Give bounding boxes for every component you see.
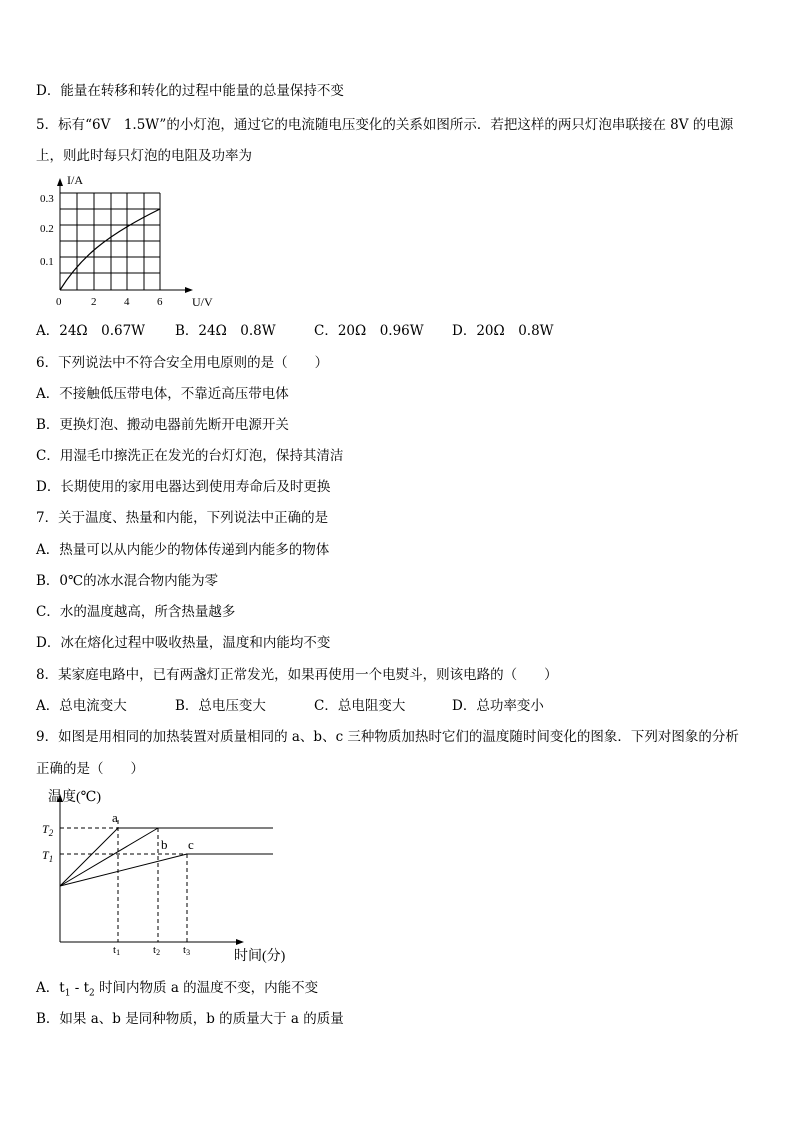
q9-stem-line2: 正确的是（ ）: [36, 761, 144, 777]
q9-option-a: A．$t_1 - t_2$ 时间内物质 a 的温度不变，内能不变: [36, 980, 319, 999]
q5-x-tick-6: 6: [157, 296, 163, 308]
q5-stem-line2: 上，则此时每只灯泡的电阻及功率为: [36, 148, 252, 164]
q5-y-arrow: [57, 178, 63, 186]
q7-option-c: C．水的温度越高，所含热量越多: [36, 604, 236, 620]
q8-option-c: C．总电阻变大: [314, 698, 406, 714]
q5-x-tick-0: 0: [56, 296, 62, 308]
q9-option-b: B．如果 a、b 是同种物质，b 的质量大于 a 的质量: [36, 1011, 344, 1027]
q9-t3-label: t3: [183, 944, 191, 957]
q6-option-b: B．更换灯泡、搬动电器前先断开电源开关: [36, 417, 289, 433]
q9-T2-label: $T_2$: [42, 822, 54, 838]
q5-iv-graph: [30, 168, 230, 318]
q9-t1-label: t1: [113, 944, 121, 957]
q5-option-c: C．20Ω 0.96W: [314, 323, 424, 339]
q5-option-d: D．20Ω 0.8W: [452, 323, 554, 339]
q5-option-a: A．24Ω 0.67W: [36, 323, 146, 339]
q9-line-c: [60, 854, 187, 886]
q9-t2-label: t2: [153, 944, 161, 957]
q8-option-b: B．总电压变大: [175, 698, 266, 714]
q5-x-tick-2: 2: [91, 296, 97, 308]
q8-option-d: D．总功率变小: [452, 698, 544, 714]
q5-option-b: B．24Ω 0.8W: [175, 323, 276, 339]
q5-y-label: I/A: [67, 173, 83, 187]
q9-x-arrow: [236, 939, 244, 945]
q8-option-a: A．总电流变大: [36, 698, 127, 714]
q9-y-label: 温度(℃): [48, 790, 101, 805]
q5-x-label: U/V: [192, 295, 213, 309]
q5-x-tick-4: 4: [124, 296, 130, 308]
q9-T1-label: $T_1$: [42, 848, 54, 864]
q5-y-tick-0.3: 0.3: [40, 193, 54, 205]
q9-label-b: b: [161, 837, 168, 852]
q9-label-a: a: [112, 810, 118, 825]
q7-option-b: B．0℃的冰水混合物内能为零: [36, 573, 219, 589]
q9-temperature-graph: [30, 780, 310, 972]
q5-y-tick-0.2: 0.2: [40, 223, 54, 235]
q9-x-label: 时间(分): [234, 949, 286, 964]
q7-option-a: A．热量可以从内能少的物体传递到内能多的物体: [36, 542, 330, 558]
q6-option-a: A．不接触低压带电体，不靠近高压带电体: [36, 386, 289, 402]
q5-y-tick-0.1: 0.1: [40, 256, 54, 268]
q6-option-d: D．长期使用的家用电器达到使用寿命后及时更换: [36, 479, 331, 495]
q8-stem: 8．某家庭电路中，已有两盏灯正常发光，如果再使用一个电熨斗，则该电路的（ ）: [36, 667, 558, 683]
q5-iv-curve: [60, 209, 160, 290]
q4-option-d: D．能量在转移和转化的过程中能量的总量保持不变: [36, 83, 344, 99]
q6-option-c: C．用湿毛巾擦洗正在发光的台灯灯泡，保持其清洁: [36, 448, 344, 464]
q5-x-arrow: [185, 287, 193, 293]
q9-stem-line1: 9．如图是用相同的加热装置对质量相同的 a、b、c 三种物质加热时它们的温度随时间变化的图象．下列对图象的分析: [36, 729, 739, 745]
q9-label-c: c: [188, 837, 194, 852]
q6-stem: 6．下列说法中不符合安全用电原则的是（ ）: [36, 355, 329, 371]
q5-stem-line1: 5．标有“6V 1.5W”的小灯泡，通过它的电流随电压变化的关系如图所示．若把这样的两只灯泡串联接在 8V 的电源: [36, 117, 734, 133]
q7-option-d: D．冰在熔化过程中吸收热量，温度和内能均不变: [36, 635, 331, 651]
q7-stem: 7．关于温度、热量和内能，下列说法中正确的是: [36, 510, 329, 526]
